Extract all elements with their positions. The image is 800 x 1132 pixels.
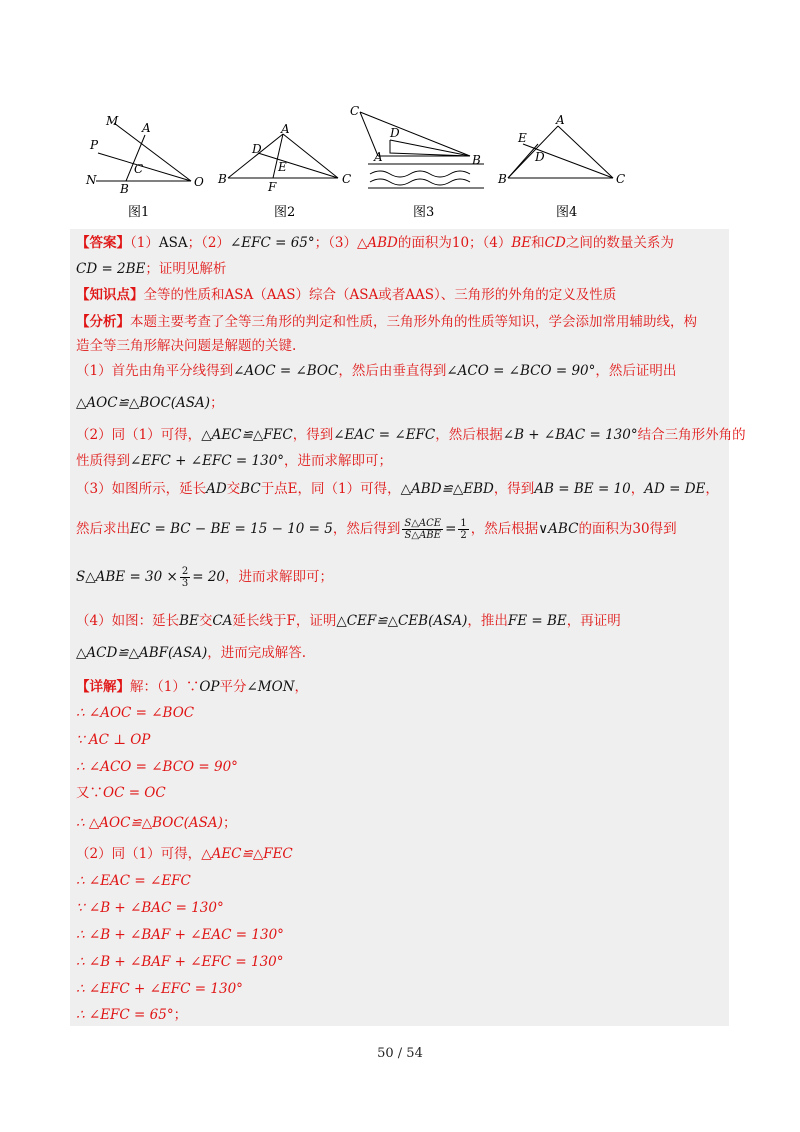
answer-line-2: CD = 2BE；证明见解析: [76, 261, 227, 277]
fig1-label-c: C: [134, 162, 144, 176]
fig1-ray-om: [114, 123, 191, 181]
fig4-label-c: C: [616, 172, 626, 186]
analysis-p1-line-1: （1）首先由角平分线得到∠AOC = ∠BOC，然后由垂直得到∠ACO = ∠BCO = 90°，然后证明出: [76, 363, 677, 379]
fig1-caption: 图1: [128, 205, 150, 220]
answer-line-1: 【答案】（1）ASA；（2）∠EFC = 65°；（3）△ABD的面积为10；（4）BE和CD之间的数量关系为: [76, 235, 674, 251]
fig3-wave-1: [370, 171, 470, 177]
figures-row: [78, 98, 638, 223]
fig2-caption: 图2: [274, 205, 296, 220]
detail-line-5: 又∵OC = OC: [76, 785, 166, 801]
fig3-label-c: C: [350, 104, 360, 118]
detail-line-7: （2）同（1）可得，△AEC≌△FEC: [76, 846, 293, 862]
fig4-label-d: D: [535, 150, 545, 164]
fig1-label-b: B: [120, 182, 129, 196]
fig2-label-c: C: [342, 172, 352, 186]
fig4-segment-bd: [508, 144, 538, 178]
fig4-label-a: A: [556, 113, 565, 127]
detail-line-10: ∴ ∠B + ∠BAF + ∠EAC = 130°: [76, 927, 284, 943]
analysis-line-2: 造全等三角形解决问题是解题的关键.: [76, 338, 297, 354]
detail-line-12: ∴ ∠EFC + ∠EFC = 130°: [76, 981, 243, 997]
fig2-side-ac: [283, 134, 338, 178]
fig1-label-p: P: [90, 138, 99, 152]
analysis-p1-line-2: △AOC≌△BOC(ASA)；: [76, 395, 224, 411]
knowledge-tag: 【知识点】: [76, 287, 144, 303]
fig4-side-ac: [558, 126, 613, 178]
analysis-p2-line-2: 性质得到∠EFC + ∠EFC = 130°，进而求解即可；: [76, 453, 393, 469]
fig3-caption: 图3: [413, 205, 435, 220]
two-thirds-fraction: $\frac{2}{3}$: [181, 566, 189, 589]
detail-tag: 【详解】: [76, 679, 130, 695]
detail-line-13: ∴ ∠EFC = 65°；: [76, 1007, 188, 1023]
fig2-label-d: D: [252, 142, 262, 156]
fig3-wave-2: [370, 179, 470, 185]
analysis-tag: 【分析】: [76, 314, 130, 330]
fig1-label-a: A: [142, 121, 151, 135]
fig2-label-a: A: [281, 122, 290, 136]
page-number: 50 / 54: [377, 1046, 423, 1061]
analysis-p3-line-3: S△ABE = 30 × $\frac{2}{3}$ = 20，进而求解即可；: [76, 566, 333, 589]
detail-line-8: ∴ ∠EAC = ∠EFC: [76, 873, 191, 889]
analysis-p4-line-2: △ACD≌△ABF(ASA)，进而完成解答.: [76, 645, 307, 661]
knowledge-line: 【知识点】全等的性质和ASA（AAS）综合（ASA或者AAS）、三角形的外角的定义及性质: [76, 287, 617, 303]
detail-line-2: ∴ ∠AOC = ∠BOC: [76, 705, 195, 721]
fig3-label-b: B: [472, 153, 481, 167]
answer-tag: 【答案】: [76, 235, 130, 251]
detail-line-1: 【详解】解：（1）∵OP平分∠MON，: [76, 679, 309, 695]
analysis-p4-line-1: （4）如图：延长BE交CA延长线于F，证明△CEF≌△CEB(ASA)，推出FE = BE，再证明: [76, 613, 621, 629]
analysis-line-1: 【分析】本题主要考查了全等三角形的判定和性质，三角形外角的性质等知识，学会添加常用辅助线，构: [76, 314, 697, 330]
fig2-label-f: F: [268, 180, 277, 194]
analysis-p3-line-1: （3）如图所示，延长AD交BC于点E，同（1）可得，△ABD≌△EBD，得到AB = BE = 10，AD = DE，: [76, 481, 719, 497]
detail-line-9: ∵ ∠B + ∠BAC = 130°: [76, 900, 224, 916]
detail-line-6: ∴ △AOC≌△BOC(ASA)；: [76, 815, 237, 831]
fig1-ray-op: [98, 153, 191, 181]
fig3-label-a: A: [374, 150, 383, 164]
fig1-label-o: O: [194, 175, 204, 189]
fig1-label-n: N: [86, 173, 97, 187]
area-ratio-fraction: $\frac{\text{S△ACE}}{\text{S△ABE}}$: [404, 518, 442, 541]
fig2-segment-dc: [258, 153, 338, 178]
fig1-label-m: M: [106, 114, 119, 128]
fig2-label-b: B: [218, 172, 227, 186]
fig4-caption: 图4: [556, 205, 578, 220]
analysis-p3-line-2: 然后求出EC = BC − BE = 15 − 10 = 5，然后得到 $\frac{\text{S△ACE}}{\text{S△ABE}}$ = $\frac{1}{2}$ ，然后根据∨ABC的面积为30得到: [76, 518, 677, 541]
fig3-label-d: D: [390, 126, 400, 140]
detail-line-11: ∴ ∠B + ∠BAF + ∠EFC = 130°: [76, 954, 284, 970]
fig2-label-e: E: [278, 160, 287, 174]
detail-line-4: ∴ ∠ACO = ∠BCO = 90°: [76, 759, 238, 775]
fig4-label-e: E: [518, 131, 527, 145]
analysis-p2-line-1: （2）同（1）可得，△AEC≌△FEC，得到∠EAC = ∠EFC，然后根据∠B + ∠BAC = 130°结合三角形外角的: [76, 427, 746, 443]
detail-line-3: ∵ AC ⊥ OP: [76, 732, 151, 748]
fig4-label-b: B: [498, 172, 507, 186]
half-fraction: $\frac{1}{2}$: [460, 518, 467, 541]
